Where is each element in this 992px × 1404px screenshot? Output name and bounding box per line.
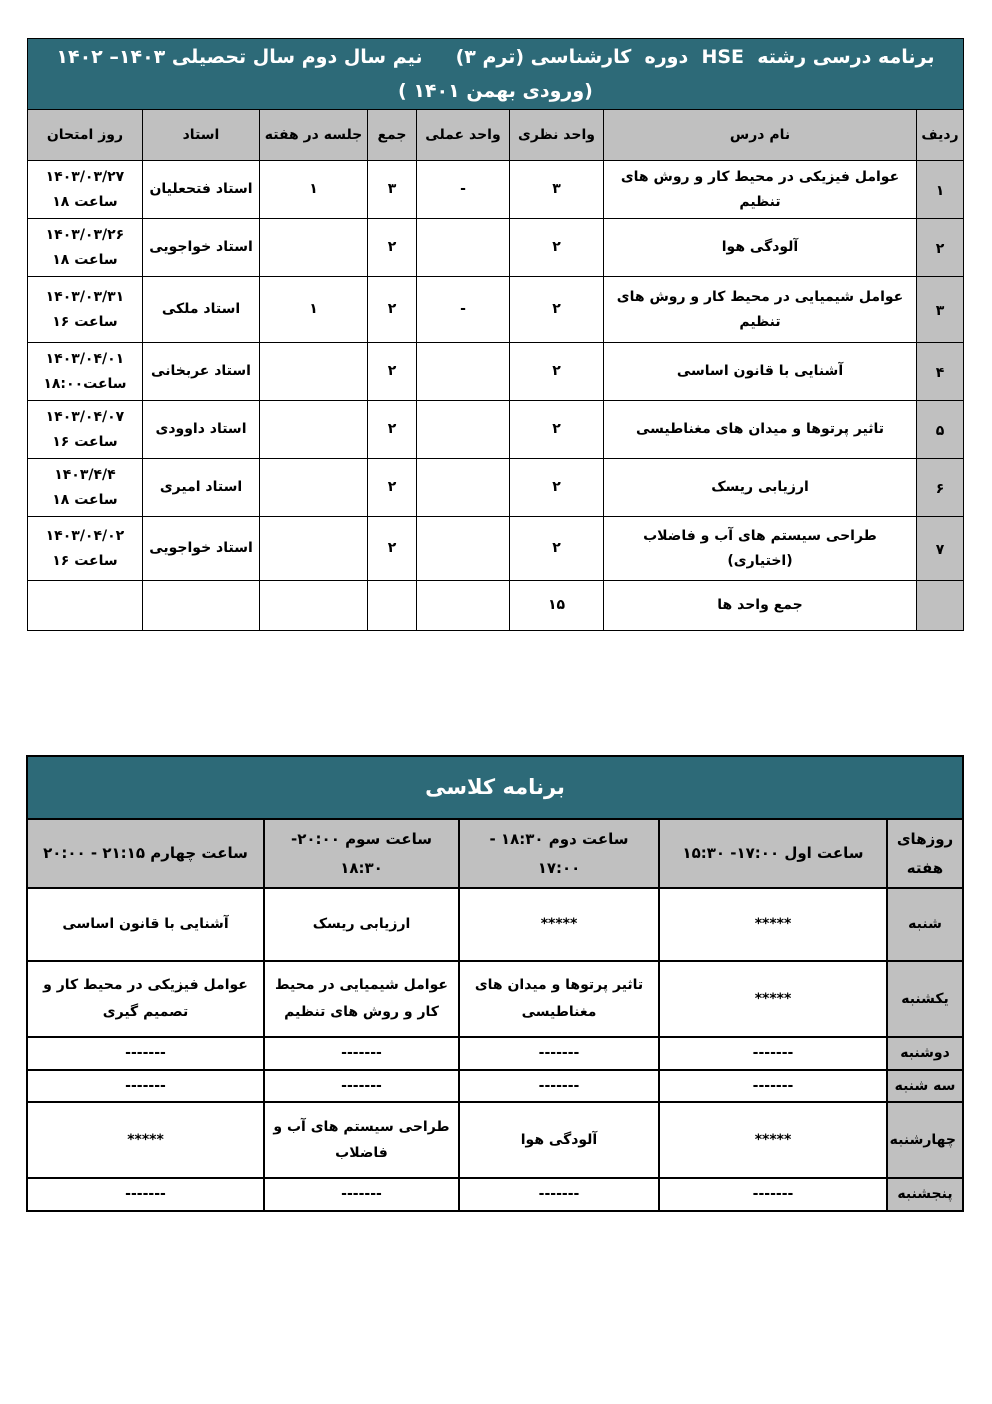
- class-schedule-title: برنامه کلاسی: [27, 756, 963, 819]
- header-practical-units: واحد عملی: [417, 110, 510, 161]
- course-row: [27, 459, 963, 517]
- schedule-row: [27, 1070, 963, 1103]
- exam-time: ساعت ۱۶: [52, 552, 118, 569]
- schedule-row: [27, 961, 963, 1037]
- exam-time: ساعت ۱۶: [52, 313, 118, 330]
- summary-empty-cell: [417, 581, 510, 631]
- summary-total-units: ۱۵: [510, 581, 604, 631]
- course-name: آلودگی هوا: [604, 219, 917, 277]
- slot2-cell: آلودگی هوا: [459, 1102, 659, 1178]
- summary-row-no-cell: [917, 581, 964, 631]
- professor-name: استاد ملکی: [143, 277, 260, 343]
- professor-name: استاد فتحعلیان: [143, 161, 260, 219]
- exam-date: ۱۴۰۳/۰۴/۰۲: [45, 527, 125, 544]
- schedule-row: [27, 1037, 963, 1070]
- sessions-per-week: [260, 219, 368, 277]
- schedule-row: [27, 888, 963, 961]
- practical-units: [417, 459, 510, 517]
- day-name: دوشنبه: [887, 1037, 963, 1070]
- summary-empty-cell: [27, 581, 142, 631]
- row-number: ۵: [917, 401, 964, 459]
- header-sessions-per-week: جلسه در هفته: [260, 110, 368, 161]
- schedule-header-row: [27, 819, 963, 888]
- sessions-per-week: [260, 343, 368, 401]
- exam-date: ۱۴۰۳/۰۳/۲۶: [45, 226, 125, 243]
- exam-time: ساعت ۱۸: [52, 251, 118, 268]
- slot4-cell: آشنایی با قانون اساسی: [27, 888, 264, 961]
- slot2-cell: -------: [459, 1037, 659, 1070]
- practical-units: -: [417, 277, 510, 343]
- exam-time: ساعت ۱۶: [52, 433, 118, 450]
- slot4-cell: *****: [27, 1102, 264, 1178]
- slot3-cell: -------: [264, 1070, 459, 1103]
- day-name: شنبه: [887, 888, 963, 961]
- course-name: آشنایی با قانون اساسی: [604, 343, 917, 401]
- slot2-cell: -------: [459, 1178, 659, 1211]
- header-theory-units: واحد نظری: [510, 110, 604, 161]
- slot1-cell: *****: [659, 961, 887, 1037]
- slot4-cell: عوامل فیزیکی در محیط کار و تصمیم گیری: [27, 961, 264, 1037]
- header-professor: استاد: [143, 110, 260, 161]
- slot1-cell: -------: [659, 1178, 887, 1211]
- course-row: [27, 277, 963, 343]
- header-slot1: ساعت اول ۱۷:۰۰- ۱۵:۳۰: [659, 819, 887, 888]
- exam-cell: [27, 277, 142, 343]
- slot1-cell: *****: [659, 1102, 887, 1178]
- sessions-per-week: [260, 517, 368, 581]
- practical-units: [417, 343, 510, 401]
- header-slot2: ساعت دوم ۱۸:۳۰ - ۱۷:۰۰: [459, 819, 659, 888]
- total-units: ۳: [368, 161, 417, 219]
- row-number: ۲: [917, 219, 964, 277]
- total-units: ۲: [368, 517, 417, 581]
- summary-empty-cell: [143, 581, 260, 631]
- exam-time: ساعت ۱۸: [52, 491, 118, 508]
- exam-date: ۱۴۰۳/۰۴/۰۱: [45, 350, 125, 367]
- total-units: ۲: [368, 219, 417, 277]
- professor-name: استاد خواجویی: [143, 517, 260, 581]
- practical-units: -: [417, 161, 510, 219]
- professor-name: استاد عربخانی: [143, 343, 260, 401]
- exam-cell: [27, 459, 142, 517]
- theory-units: ۲: [510, 517, 604, 581]
- professor-name: استاد خواجویی: [143, 219, 260, 277]
- header-slot3: ساعت سوم ۲۰:۰۰- ۱۸:۳۰: [264, 819, 459, 888]
- row-number: ۴: [917, 343, 964, 401]
- professor-name: استاد امیری: [143, 459, 260, 517]
- header-slot4: ساعت چهارم ۲۱:۱۵ - ۲۰:۰۰: [27, 819, 264, 888]
- course-row: [27, 401, 963, 459]
- practical-units: [417, 517, 510, 581]
- exam-date: ۱۴۰۳/۰۴/۰۷: [45, 408, 125, 425]
- practical-units: [417, 401, 510, 459]
- slot3-cell: -------: [264, 1037, 459, 1070]
- slot1-cell: *****: [659, 888, 887, 961]
- course-name: عوامل فیزیکی در محیط کار و روش های تنظیم: [604, 161, 917, 219]
- summary-row: [27, 581, 963, 631]
- course-row: [27, 517, 963, 581]
- total-units: ۲: [368, 459, 417, 517]
- header-course-name: نام درس: [604, 110, 917, 161]
- exam-cell: [27, 401, 142, 459]
- row-number: ۳: [917, 277, 964, 343]
- course-table-header-row: [27, 110, 963, 161]
- total-units: ۲: [368, 401, 417, 459]
- exam-date: ۱۴۰۳/۴/۴: [54, 466, 116, 483]
- sessions-per-week: [260, 401, 368, 459]
- course-table-title: برنامه درسی رشته HSE دوره کارشناسی (ترم ۳) نیم سال دوم سال تحصیلی ۱۴۰۳– ۱۴۰۲ (ورودی بهمن ۱۴۰۱ ): [27, 39, 963, 110]
- slot1-cell: -------: [659, 1037, 887, 1070]
- course-name: تاثیر پرتوها و میدان های مغناطیسی: [604, 401, 917, 459]
- theory-units: ۲: [510, 401, 604, 459]
- slot4-cell: -------: [27, 1037, 264, 1070]
- sessions-per-week: ۱: [260, 277, 368, 343]
- row-number: ۱: [917, 161, 964, 219]
- theory-units: ۲: [510, 343, 604, 401]
- summary-label: جمع واحد ها: [604, 581, 917, 631]
- slot3-cell: عوامل شیمیایی در محیط کار و روش های تنظیم: [264, 961, 459, 1037]
- header-total: جمع: [368, 110, 417, 161]
- day-name: پنجشنبه: [887, 1178, 963, 1211]
- exam-cell: [27, 343, 142, 401]
- professor-name: استاد داوودی: [143, 401, 260, 459]
- course-name: ارزیابی ریسک: [604, 459, 917, 517]
- class-schedule-table: [26, 755, 964, 1212]
- course-table: [27, 38, 964, 631]
- slot4-cell: -------: [27, 1070, 264, 1103]
- day-name: یکشنبه: [887, 961, 963, 1037]
- exam-cell: [27, 161, 142, 219]
- day-name: چهارشنبه: [887, 1102, 963, 1178]
- sessions-per-week: [260, 459, 368, 517]
- slot2-cell: -------: [459, 1070, 659, 1103]
- header-exam-day: روز امتحان: [27, 110, 142, 161]
- schedule-row: [27, 1178, 963, 1211]
- header-week-days: روزهای هفته: [887, 819, 963, 888]
- slot2-cell: تاثیر پرتوها و میدان های مغناطیسی: [459, 961, 659, 1037]
- slot3-cell: طراحی سیستم های آب و فاضلاب: [264, 1102, 459, 1178]
- exam-date: ۱۴۰۳/۰۳/۳۱: [45, 288, 125, 305]
- row-number: ۶: [917, 459, 964, 517]
- theory-units: ۲: [510, 219, 604, 277]
- course-name: عوامل شیمیایی در محیط کار و روش های تنظیم: [604, 277, 917, 343]
- sessions-per-week: ۱: [260, 161, 368, 219]
- summary-empty-cell: [260, 581, 368, 631]
- course-name: طراحی سیستم های آب و فاضلاب (اختیاری): [604, 517, 917, 581]
- theory-units: ۲: [510, 459, 604, 517]
- row-number: ۷: [917, 517, 964, 581]
- course-row: [27, 161, 963, 219]
- course-row: [27, 343, 963, 401]
- exam-time: ساعت۱۸:۰۰: [43, 375, 127, 392]
- slot3-cell: -------: [264, 1178, 459, 1211]
- header-row-no: ردیف: [917, 110, 964, 161]
- exam-time: ساعت ۱۸: [52, 193, 118, 210]
- exam-date: ۱۴۰۳/۰۳/۲۷: [45, 168, 125, 185]
- slot1-cell: -------: [659, 1070, 887, 1103]
- total-units: ۲: [368, 277, 417, 343]
- slot4-cell: -------: [27, 1178, 264, 1211]
- theory-units: ۲: [510, 277, 604, 343]
- practical-units: [417, 219, 510, 277]
- day-name: سه شنبه: [887, 1070, 963, 1103]
- exam-cell: [27, 219, 142, 277]
- theory-units: ۳: [510, 161, 604, 219]
- slot2-cell: *****: [459, 888, 659, 961]
- total-units: ۲: [368, 343, 417, 401]
- slot3-cell: ارزیابی ریسک: [264, 888, 459, 961]
- course-row: [27, 219, 963, 277]
- summary-empty-cell: [368, 581, 417, 631]
- exam-cell: [27, 517, 142, 581]
- schedule-row: [27, 1102, 963, 1178]
